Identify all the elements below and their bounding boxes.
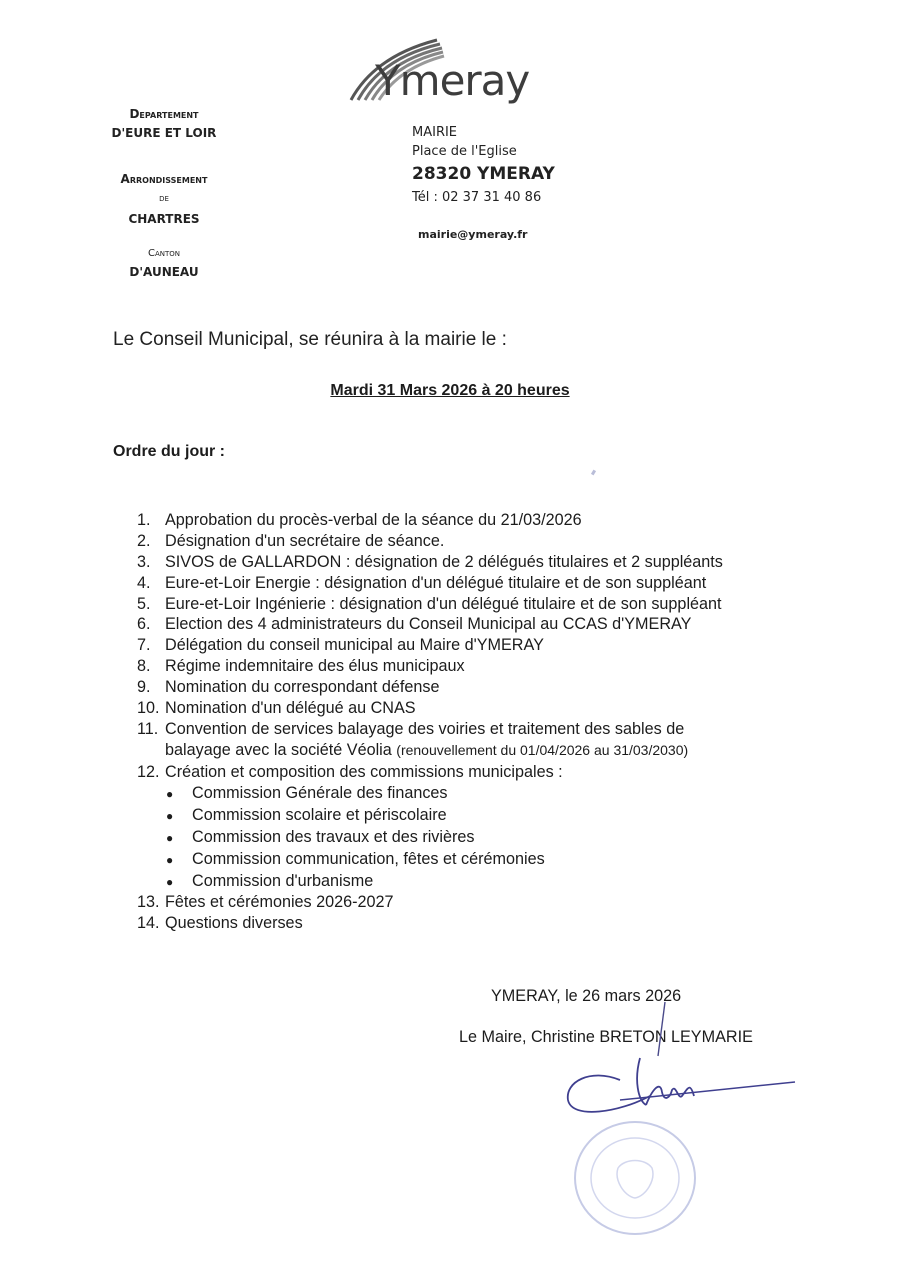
arrondissement-de: de	[159, 193, 169, 204]
agenda-item: 7. Délégation du conseil municipal au Maire d'YMERAY	[137, 636, 544, 654]
agenda-item: 3. SIVOS de GALLARDON : désignation de 2 délégués titulaires et 2 suppléants	[137, 553, 723, 571]
signature-mayor: Le Maire, Christine BRETON LEYMARIE	[459, 1028, 753, 1046]
address-place: Place de l'Eglise	[412, 144, 517, 159]
canton-label: Canton	[147, 248, 181, 259]
agenda-item: 12. Création et composition des commissions municipales :	[137, 763, 563, 781]
arrondissement-value: CHARTRES	[128, 212, 200, 226]
commission-item: ● Commission scolaire et périscolaire	[166, 806, 447, 824]
bullet-icon: ●	[166, 831, 174, 845]
meeting-date: Mardi 31 Mars 2026 à 20 heures	[330, 382, 570, 399]
commission-item: ● Commission Générale des finances	[166, 784, 448, 802]
logo-text: Ymeray	[375, 56, 530, 105]
intro-text: Le Conseil Municipal, se réunira à la mairie le :	[113, 329, 507, 350]
handwritten-signature	[560, 1000, 800, 1125]
signature-place-date: YMERAY, le 26 mars 2026	[491, 987, 682, 1005]
arrondissement-label: Arrondissement	[120, 172, 208, 186]
departement-value: D'EURE ET LOIR	[111, 126, 217, 140]
agenda-item: 8. Régime indemnitaire des élus municipaux	[137, 657, 465, 675]
mairie-stamp	[570, 1118, 700, 1238]
address-mairie: MAIRIE	[412, 125, 458, 140]
meeting-date-line	[0, 382, 900, 400]
agenda-item: 4. Eure-et-Loir Energie : désignation d'un délégué titulaire et de son suppléant	[137, 574, 707, 592]
commission-item: ● Commission d'urbanisme	[166, 872, 374, 890]
ordre-title: Ordre du jour :	[113, 443, 225, 460]
commission-item: ● Commission des travaux et des rivières	[166, 828, 475, 846]
commission-item: ● Commission communication, fêtes et cérémonies	[166, 850, 545, 868]
bullet-icon: ●	[166, 787, 174, 801]
bullet-icon: ●	[166, 809, 174, 823]
address-email: mairie@ymeray.fr	[418, 228, 528, 241]
agenda-item: 11. Convention de services balayage des voiries et traitement des sables de	[137, 720, 685, 738]
agenda-item: 2. Désignation d'un secrétaire de séance.	[137, 532, 445, 550]
agenda-item: 9. Nomination du correspondant défense	[137, 678, 440, 696]
address-postal: 28320 YMERAY	[412, 164, 555, 184]
bullet-icon: ●	[166, 853, 174, 867]
agenda-item: 6. Election des 4 administrateurs du Conseil Municipal au CCAS d'YMERAY	[137, 615, 692, 633]
agenda-item: 14. Questions diverses	[137, 914, 303, 932]
agenda-item-continuation: balayage avec la société Véolia (renouvellement du 01/04/2026 au 31/03/2030)	[165, 741, 689, 759]
ymeray-logo	[345, 36, 555, 106]
departement-label: Departement	[129, 107, 199, 121]
canton-value: D'AUNEAU	[129, 265, 199, 279]
agenda-item: 10. Nomination d'un délégué au CNAS	[137, 699, 416, 717]
agenda-item: 1. Approbation du procès-verbal de la séance du 21/03/2026	[137, 511, 582, 529]
bullet-icon: ●	[166, 875, 174, 889]
agenda-item: 13. Fêtes et cérémonies 2026-2027	[137, 893, 394, 911]
scan-mark	[591, 470, 596, 476]
agenda-item: 5. Eure-et-Loir Ingénierie : désignation d'un délégué titulaire et de son suppléant	[137, 595, 722, 613]
address-tel: Tél : 02 37 31 40 86	[412, 190, 542, 205]
